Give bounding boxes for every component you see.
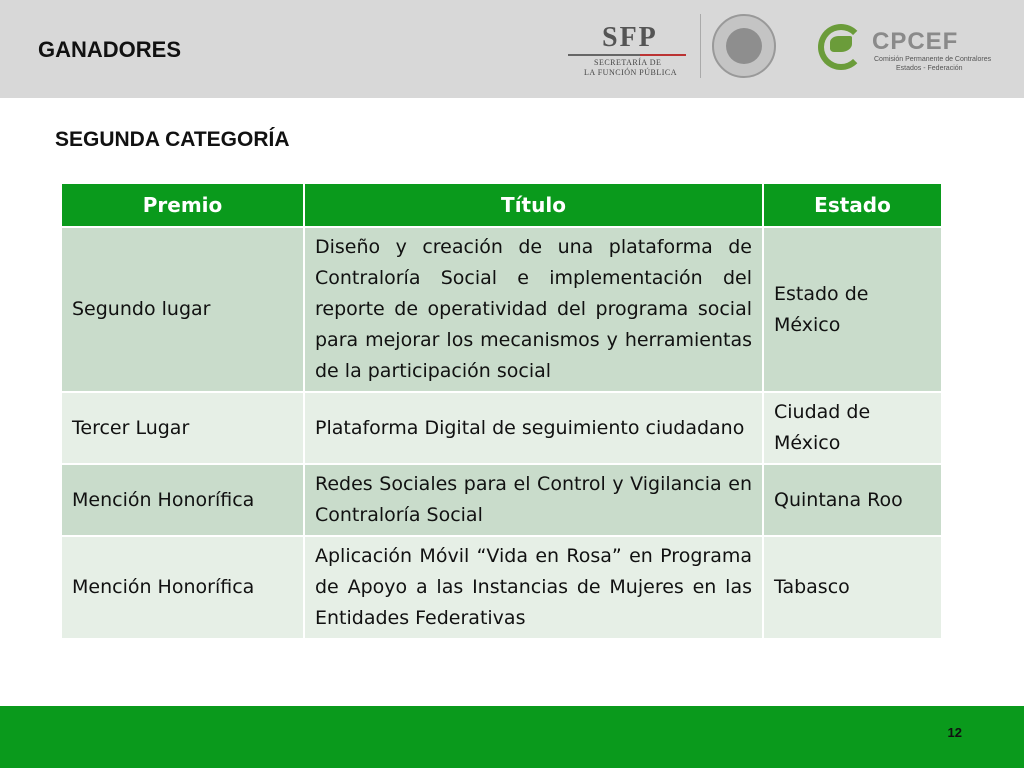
column-header-premio: Premio [61, 183, 304, 227]
cell-estado: Ciudad de México [763, 392, 942, 464]
table-header-row [61, 183, 942, 227]
mexico-map-icon [830, 36, 852, 52]
cell-titulo: Plataforma Digital de seguimiento ciudadano [304, 392, 763, 464]
cell-estado: Quintana Roo [763, 464, 942, 536]
table-row [61, 464, 942, 536]
cpcef-logo-line1: Comisión Permanente de Contralores [874, 56, 992, 63]
column-header-estado: Estado [763, 183, 942, 227]
section-subtitle: SEGUNDA CATEGORÍA [55, 128, 290, 151]
column-header-titulo: Título [304, 183, 763, 227]
header-bar [0, 0, 1024, 98]
mexican-coat-of-arms-seal-icon [712, 14, 776, 78]
cell-premio: Segundo lugar [61, 227, 304, 392]
table-row [61, 227, 942, 392]
cell-titulo: Aplicación Móvil “Vida en Rosa” en Programa de Apoyo a las Instancias de Mujeres en las Entidades Federativas [304, 536, 763, 639]
cell-titulo: Diseño y creación de una plataforma de Contraloría Social e implementación del reporte de operatividad del programa social para mejorar los mecanismos y herramientas de la participación social [304, 227, 763, 392]
page-title: GANADORES [38, 37, 182, 62]
cpcef-logo-text: CPCEF [872, 28, 959, 55]
table-row [61, 536, 942, 639]
sfp-logo-line2: LA FUNCIÓN PÚBLICA [584, 68, 678, 77]
page-number: 12 [947, 725, 962, 740]
winners-table [60, 182, 943, 640]
cell-premio: Mención Honorífica [61, 464, 304, 536]
cell-titulo: Redes Sociales para el Control y Vigilancia en Contraloría Social [304, 464, 763, 536]
cpcef-logo-line2: Estados - Federación [896, 65, 963, 72]
logo-divider [700, 14, 701, 78]
table-row [61, 392, 942, 464]
cell-estado: Tabasco [763, 536, 942, 639]
sfp-logo [566, 22, 690, 80]
footer-bar [0, 706, 1024, 768]
cpcef-logo [818, 24, 992, 76]
cell-premio: Tercer Lugar [61, 392, 304, 464]
cell-premio: Mención Honorífica [61, 536, 304, 639]
sfp-logo-text: SFP [602, 22, 658, 53]
sfp-logo-line1: SECRETARÍA DE [594, 58, 662, 67]
cell-estado: Estado de México [763, 227, 942, 392]
